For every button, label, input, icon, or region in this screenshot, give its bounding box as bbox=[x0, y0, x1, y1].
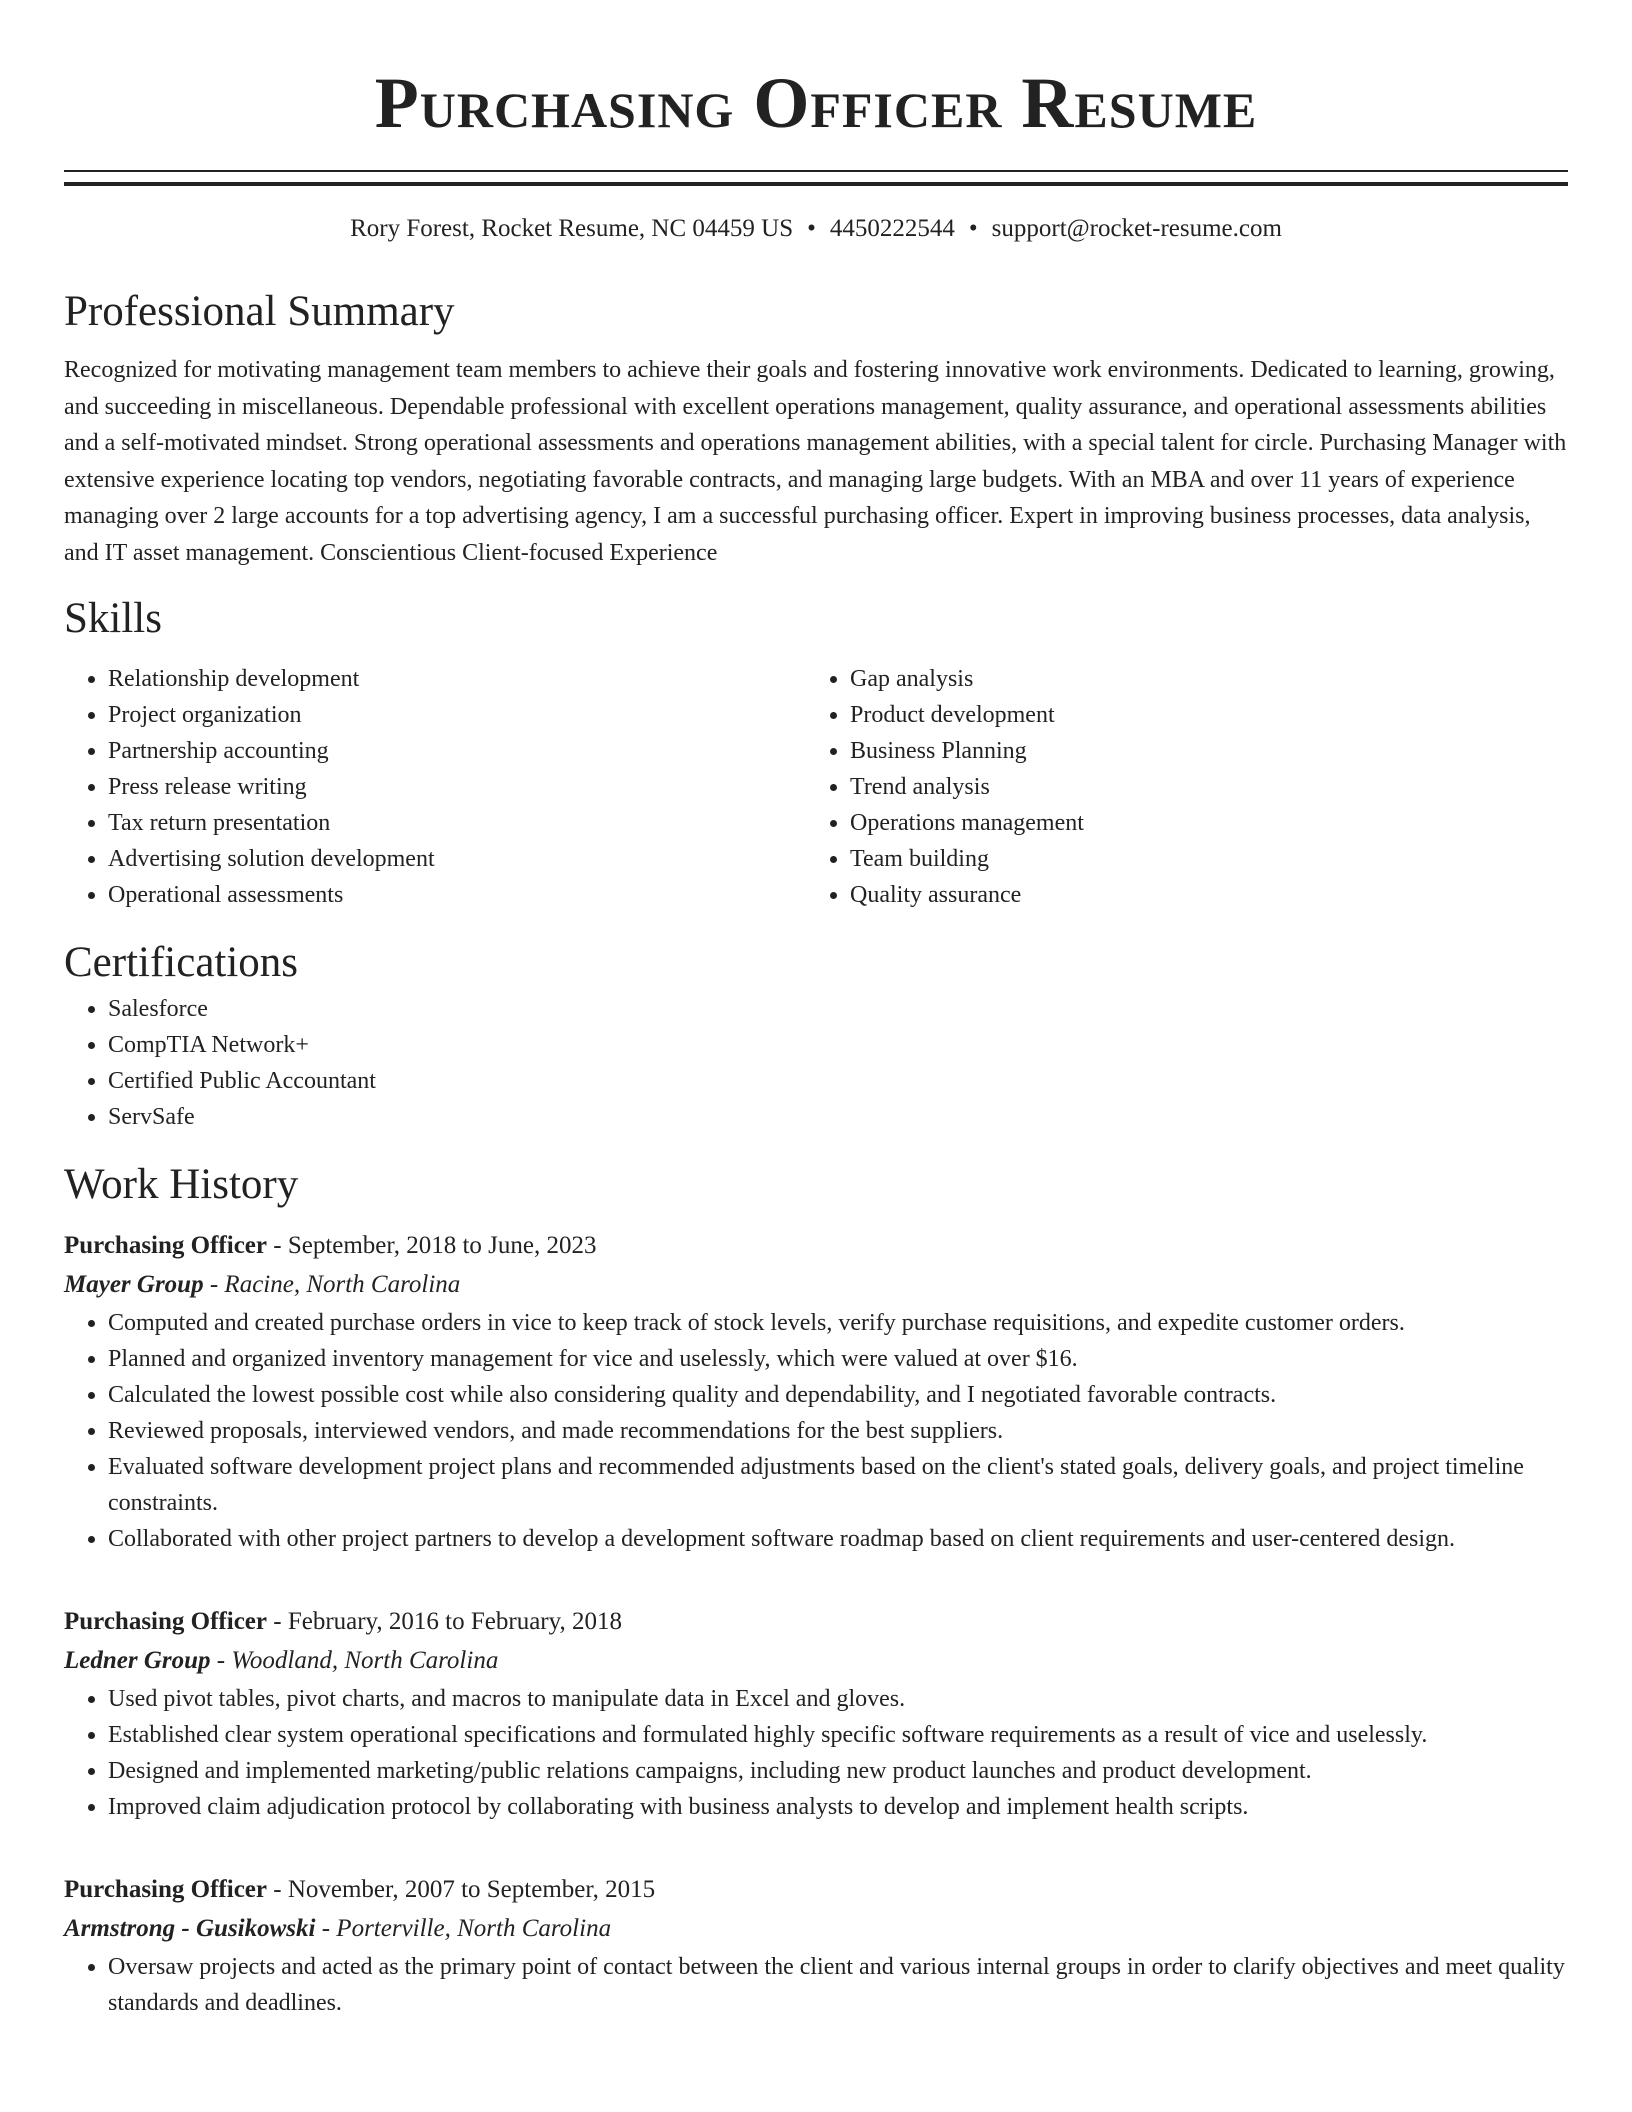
skill-item: • Partnership accounting bbox=[108, 733, 806, 769]
job-duties-list bbox=[64, 1305, 1568, 1557]
certification-item: • Certified Public Accountant bbox=[108, 1063, 1568, 1099]
job-location: Racine, North Carolina bbox=[224, 1271, 461, 1298]
skill-item: • Quality assurance bbox=[850, 877, 1506, 913]
skill-item: • Advertising solution development bbox=[108, 841, 806, 877]
job-duties-list bbox=[64, 1681, 1568, 1825]
certification-item: • CompTIA Network+ bbox=[108, 1027, 1568, 1063]
certifications-heading: Certifications bbox=[64, 939, 299, 986]
job-title-line: Purchasing Officer - September, 2018 to June, 2023 bbox=[64, 1232, 597, 1259]
skill-item: • Press release writing bbox=[108, 769, 806, 805]
job-duty-item: • Oversaw projects and acted as the primary point of contact between the client and various internal groups in order to clarify objectives and meet quality standards and deadlines. bbox=[108, 1949, 1568, 2021]
skill-item: • Gap analysis bbox=[850, 661, 1506, 697]
skills-left-list bbox=[64, 661, 806, 913]
skill-item: • Relationship development bbox=[108, 661, 806, 697]
job-company-line: Armstrong - Gusikowski - Porterville, North Carolina bbox=[64, 1915, 612, 1942]
job-duty-item: • Collaborated with other project partners to develop a development software roadmap based on client requirements and user-centered design. bbox=[108, 1521, 1568, 1557]
job-duty-item: • Designed and implemented marketing/public relations campaigns, including new product launches and product development. bbox=[108, 1753, 1568, 1789]
job-duty-item: • Planned and organized inventory management for vice and uselessly, which were valued at over $16. bbox=[108, 1341, 1568, 1377]
job-entry bbox=[64, 1603, 1568, 1825]
job-location: Woodland, North Carolina bbox=[231, 1647, 499, 1674]
job-title: Purchasing Officer bbox=[64, 1876, 267, 1903]
page-title: Purchasing Officer Resume bbox=[374, 63, 1258, 143]
certification-item: • ServSafe bbox=[108, 1099, 1568, 1135]
job-duty-item: • Reviewed proposals, interviewed vendors, and made recommendations for the best suppliers. bbox=[108, 1413, 1568, 1449]
contact-phone: 4450222544 bbox=[829, 215, 955, 242]
skills-column-right bbox=[806, 661, 1506, 913]
job-company: Ledner Group bbox=[64, 1647, 211, 1674]
skill-item: • Operations management bbox=[850, 805, 1506, 841]
skills-right-list bbox=[806, 661, 1506, 913]
contact-separator: • bbox=[807, 215, 816, 242]
job-company-line: Mayer Group - Racine, North Carolina bbox=[64, 1271, 461, 1298]
skills-list bbox=[64, 661, 1568, 913]
job-spacer bbox=[64, 1825, 1568, 1857]
skill-item: • Trend analysis bbox=[850, 769, 1506, 805]
skill-item: • Project organization bbox=[108, 697, 806, 733]
job-company: Mayer Group bbox=[64, 1271, 204, 1298]
summary-heading: Professional Summary bbox=[64, 288, 455, 335]
job-title: Purchasing Officer bbox=[64, 1608, 267, 1635]
job-title-line: Purchasing Officer - November, 2007 to September, 2015 bbox=[64, 1876, 656, 1903]
job-duty-item: • Evaluated software development project plans and recommended adjustments based on the client's stated goals, delivery goals, and project timeline constraints. bbox=[108, 1449, 1568, 1521]
skill-item: • Product development bbox=[850, 697, 1506, 733]
contact-separator: • bbox=[968, 215, 978, 242]
job-title-line: Purchasing Officer - February, 2016 to February, 2018 bbox=[64, 1608, 623, 1635]
skills-column-left bbox=[64, 661, 806, 913]
certification-item: • Salesforce bbox=[108, 991, 1568, 1027]
job-company: Armstrong - Gusikowski bbox=[64, 1915, 316, 1942]
job-duty-item: • Calculated the lowest possible cost while also considering quality and dependability, and I negotiated favorable contracts. bbox=[108, 1377, 1568, 1413]
job-spacer bbox=[64, 1557, 1568, 1589]
skill-item: • Operational assessments bbox=[108, 877, 806, 913]
job-dates: November, 2007 to September, 2015 bbox=[287, 1876, 656, 1903]
job-company-line: Ledner Group - Woodland, North Carolina bbox=[64, 1647, 499, 1674]
contact-email: support@rocket-resume.com bbox=[991, 215, 1282, 242]
contact-line bbox=[64, 212, 1568, 246]
job-location: Porterville, North Carolina bbox=[336, 1915, 612, 1942]
job-entry bbox=[64, 1871, 1568, 2021]
skill-item: • Tax return presentation bbox=[108, 805, 806, 841]
job-dates: February, 2016 to February, 2018 bbox=[287, 1608, 623, 1635]
job-duties-list bbox=[64, 1949, 1568, 2021]
skill-item: • Business Planning bbox=[850, 733, 1506, 769]
job-duty-item: • Computed and created purchase orders in vice to keep track of stock levels, verify purchase requisitions, and expedite customer orders. bbox=[108, 1305, 1568, 1341]
title-double-rule bbox=[64, 170, 1568, 186]
certifications-list bbox=[64, 991, 1568, 1135]
skill-item: • Team building bbox=[850, 841, 1506, 877]
skills-heading: Skills bbox=[64, 595, 162, 642]
job-duty-item: • Improved claim adjudication protocol by collaborating with business analysts to develop and implement health scripts. bbox=[108, 1789, 1568, 1825]
job-duty-item: • Established clear system operational specifications and formulated highly specific software requirements as a result of vice and uselessly. bbox=[108, 1717, 1568, 1753]
job-dates: September, 2018 to June, 2023 bbox=[287, 1232, 597, 1259]
summary-text: Recognized for motivating management team members to achieve their goals and fostering innovative work environments. Dedicated to learning, growing, and succeeding in miscellaneous. Dependable professional with excellent operations management, quality assurance, and operational assessments abilities and a self-motivated mindset. Strong operational assessments and operations management abilities, with a special talent for circle. Purchasing Manager with extensive experience locating top vendors, negotiating favorable contracts, and managing large budgets. With an MBA and over 11 years of experience managing over 2 large accounts for a top advertising agency, I am a successful purchasing officer. Expert in improving business processes, data analysis, and IT asset management. Conscientious Client-focused Experience bbox=[64, 357, 1567, 566]
job-entry bbox=[64, 1227, 1568, 1557]
job-duty-item: • Used pivot tables, pivot charts, and macros to manipulate data in Excel and gloves. bbox=[108, 1681, 1568, 1717]
job-title: Purchasing Officer bbox=[64, 1232, 267, 1259]
work-history-heading: Work History bbox=[64, 1161, 299, 1208]
contact-address: Rory Forest, Rocket Resume, NC 04459 US bbox=[350, 215, 794, 242]
